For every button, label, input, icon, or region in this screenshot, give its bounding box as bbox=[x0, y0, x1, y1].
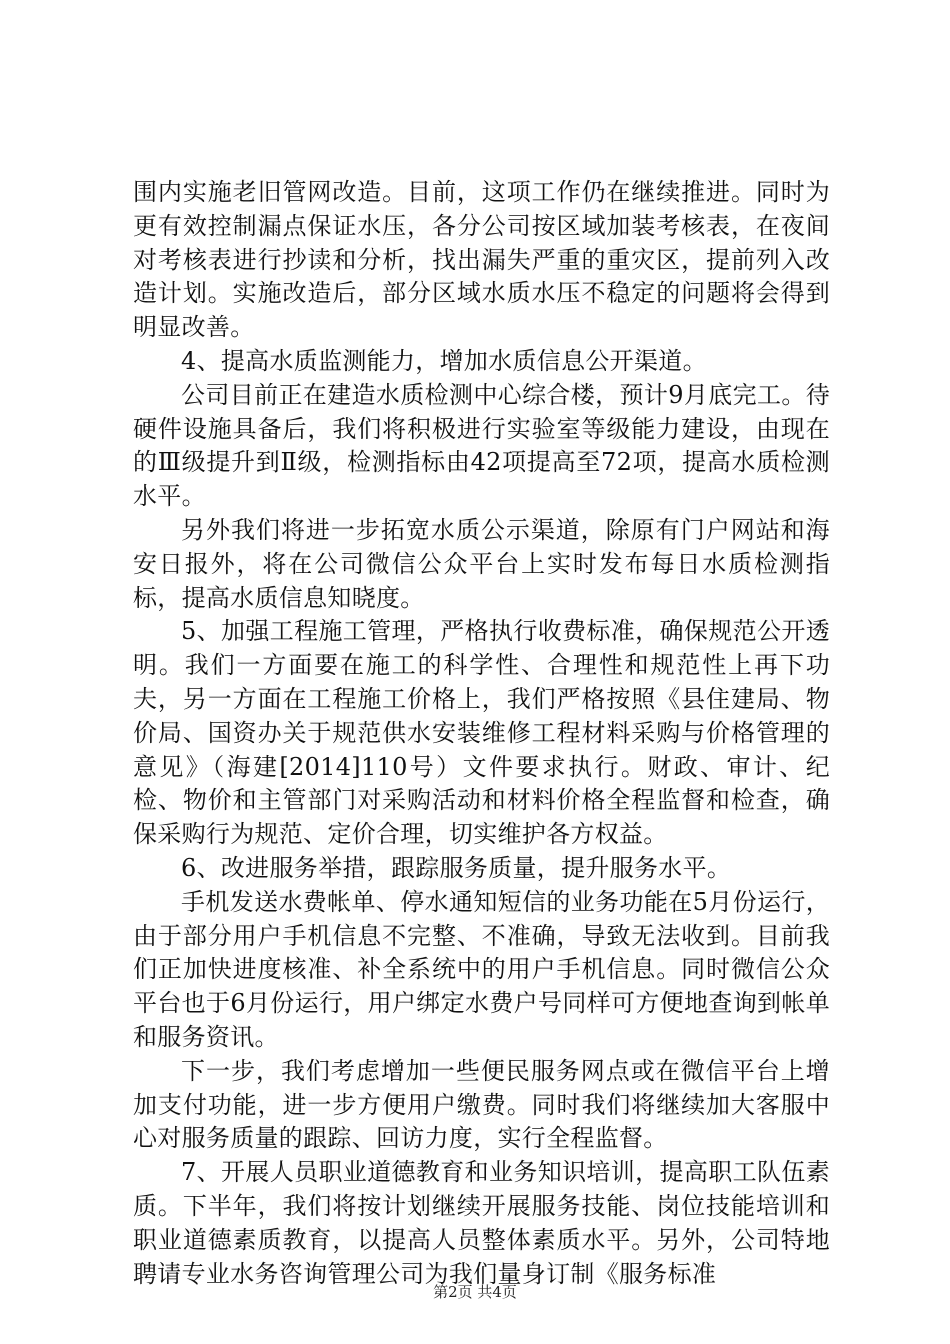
paragraph-4: 另外我们将进一步拓宽水质公示渠道，除原有门户网站和海安日报外，将在公司微信公众平台上实时发布每日水质检测指标，提高水质信息知晓度。 bbox=[133, 515, 830, 612]
paragraph-6-heading-6: 6、改进服务举措，跟踪服务质量，提升服务水平。 bbox=[181, 853, 732, 882]
paragraph-3: 公司目前正在建造水质检测中心综合楼，预计9月底完工。待硬件设施具备后，我们将积极进行实验室等级能力建设，由现在的Ⅲ级提升到Ⅱ级，检测指标由42项提高至72项，提高水质检测水平。 bbox=[133, 380, 830, 511]
document-body bbox=[133, 176, 830, 1291]
paragraph-1: 围内实施老旧管网改造。目前，这项工作仍在继续推进。同时为更有效控制漏点保证水压，各分公司按区域加装考核表，在夜间对考核表进行抄读和分析，找出漏失严重的重灾区，提前列入改造计划。实施改造后，部分区域水质水压不稳定的问题将会得到明显改善。 bbox=[133, 178, 830, 342]
page-number-footer: 第2页 共4页 bbox=[433, 1283, 517, 1301]
paragraph-8: 下一步，我们考虑增加一些便民服务网点或在微信平台上增加支付功能，进一步方便用户缴费。同时我们将继续加大客服中心对服务质量的跟踪、回访力度，实行全程监督。 bbox=[133, 1056, 830, 1153]
paragraph-2-heading-4: 4、提高水质监测能力，增加水质信息公开渠道。 bbox=[181, 346, 707, 375]
paragraph-9-heading-7: 7、开展人员职业道德教育和业务知识培训，提高职工队伍素质。下半年，我们将按计划继续开展服务技能、岗位技能培训和职业道德素质教育，以提高人员整体素质水平。另外，公司特地聘请专业水务咨询管理公司为我们量身订制《服务标准 bbox=[133, 1158, 830, 1288]
paragraph-5-heading-5: 5、加强工程施工管理，严格执行收费标准，确保规范公开透明。我们一方面要在施工的科学性、合理性和规范性上再下功夫，另一方面在工程施工价格上，我们严格按照《县住建局、物价局、国资办关于规范供水安装维修工程材料采购与价格管理的意见》（海建[2014]110号）文件要求执行。财政、审计、纪检、物价和主管部门对采购活动和材料价格全程监督和检查，确保采购行为规范、定价合理，切实维护各方权益。 bbox=[133, 617, 830, 849]
paragraph-7: 手机发送水费帐单、停水通知短信的业务功能在5月份运行，由于部分用户手机信息不完整、不准确，导致无法收到。目前我们正加快进度核准、补全系统中的用户手机信息。同时微信公众平台也于6月份运行，用户绑定水费户号同样可方便地查询到帐单和服务资讯。 bbox=[133, 887, 830, 1051]
